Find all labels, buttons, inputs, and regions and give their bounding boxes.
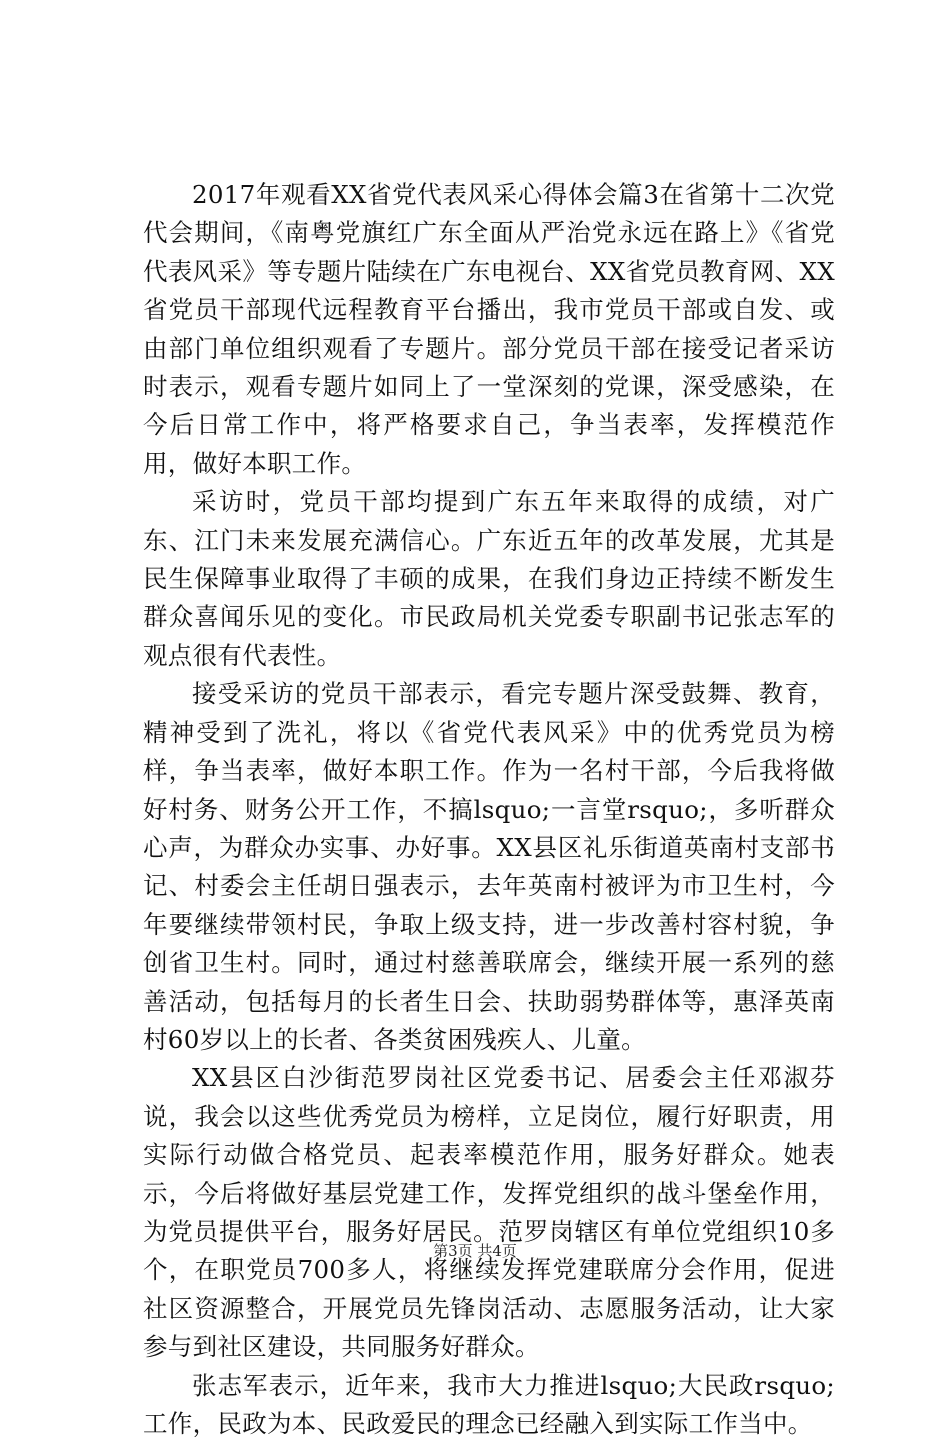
- paragraph-2: 采访时，党员干部均提到广东五年来取得的成绩，对广东、江门未来发展充满信心。广东近五年的改革发展，尤其是民生保障事业取得了丰硕的成果，在我们身边正持续不断发生群众喜闻乐见的变化。市民政局机关党委专职副书记张志军的观点很有代表性。: [143, 487, 835, 670]
- paragraph-1: 2017年观看XX省党代表风采心得体会篇3在省第十二次党代会期间，《南粤党旗红广东全面从严治党永远在路上》《省党代表风采》等专题片陆续在广东电视台、XX省党员教育网、XX省党员干部现代远程教育平台播出，我市党员干部或自发、或由部门单位组织观看了专题片。部分党员干部在接受记者采访时表示，观看专题片如同上了一堂深刻的党课，深受感染，在今后日常工作中，将严格要求自己，争当表率，发挥模范作用，做好本职工作。: [143, 180, 835, 478]
- paragraph-4: XX县区白沙街范罗岗社区党委书记、居委会主任邓淑芬说，我会以这些优秀党员为榜样，立足岗位，履行好职责，用实际行动做合格党员、起表率模范作用，服务好群众。她表示，今后将做好基层党建工作，发挥党组织的战斗堡垒作用，为党员提供平台，服务好居民。范罗岗辖区有单位党组织10多个，在职党员700多人，将继续发挥党建联席分会作用，促进社区资源整合，开展党员先锋岗活动、志愿服务活动，让大家参与到社区建设，共同服务好群众。: [143, 1063, 835, 1362]
- paragraph-5: 张志军表示，近年来，我市大力推进lsquo;大民政rsquo;工作，民政为本、民政爱民的理念已经融入到实际工作当中。: [143, 1370, 835, 1438]
- page-number-footer: 第3页 共4页: [433, 1242, 517, 1260]
- paragraph-3: 接受采访的党员干部表示，看完专题片深受鼓舞、教育，精神受到了洗礼，将以《省党代表风采》中的优秀党员为榜样，争当表率，做好本职工作。作为一名村干部，今后我将做好村务、财务公开工作，不搞lsquo;一言堂rsquo;，多听群众心声，为群众办实事、办好事。XX县区礼乐街道英南村支部书记、村委会主任胡日强表示，去年英南村被评为市卫生村，今年要继续带领村民，争取上级支持，进一步改善村容村貌，争创省卫生村。同时，通过村慈善联席会，继续开展一系列的慈善活动，包括每月的长者生日会、扶助弱势群体等，惠泽英南村60岁以上的长者、各类贫困残疾人、儿童。: [143, 679, 835, 1054]
